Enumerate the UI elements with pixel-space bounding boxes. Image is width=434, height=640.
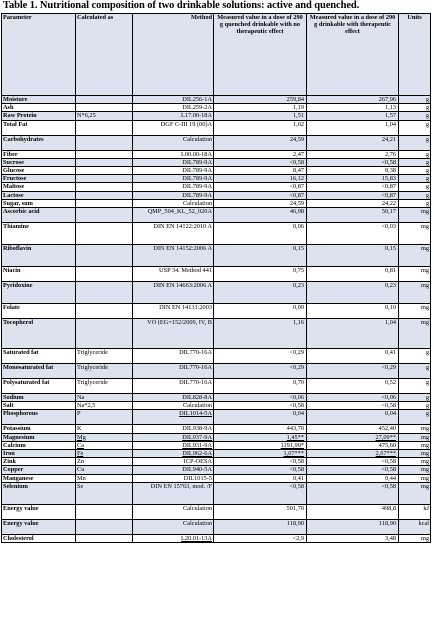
cell-value-effect: 475,60 xyxy=(307,441,399,449)
cell-unit: kcal xyxy=(399,519,431,534)
cell-value-no-effect: 501,70 xyxy=(214,504,307,519)
cell-value-no-effect: <0,58 xyxy=(214,402,307,410)
cell-method: DIL828-8A xyxy=(133,394,214,402)
cell-unit: g xyxy=(399,104,431,112)
cell-method: DIL1014-5A xyxy=(133,410,214,425)
table-row xyxy=(2,120,431,135)
header-parameter: Parameter xyxy=(2,14,76,96)
cell-value-no-effect: 8,47 xyxy=(214,167,307,175)
cell-unit: g xyxy=(399,199,431,207)
cell-value-effect: 1,04 xyxy=(307,120,399,135)
cell-calculated-as xyxy=(76,150,133,158)
cell-value-no-effect: 1,45** xyxy=(214,433,307,441)
cell-parameter: Maltose xyxy=(2,183,76,191)
cell-value-no-effect: 1191,90* xyxy=(214,441,307,449)
cell-value-no-effect: 46,98 xyxy=(214,208,307,223)
cell-calculated-as xyxy=(76,504,133,519)
cell-parameter: Ascorbic acid xyxy=(2,208,76,223)
cell-parameter: Pyridoxine xyxy=(2,282,76,304)
cell-value-no-effect: 0,75 xyxy=(214,267,307,282)
cell-method: DIN EN 14663:2006 A xyxy=(133,282,214,304)
cell-value-effect: <0,29 xyxy=(307,364,399,379)
cell-value-no-effect: 0,23 xyxy=(214,282,307,304)
cell-parameter: Cholesterol xyxy=(2,534,76,542)
table-row xyxy=(2,402,431,410)
cell-value-no-effect: 0,15 xyxy=(214,245,307,267)
cell-parameter: Manganese xyxy=(2,474,76,482)
cell-value-no-effect: 16,12 xyxy=(214,175,307,183)
cell-value-no-effect: 1,51 xyxy=(214,112,307,120)
cell-value-no-effect: 24,59 xyxy=(214,199,307,207)
cell-method: DIL937-9A xyxy=(133,433,214,441)
cell-unit: g xyxy=(399,364,431,379)
cell-parameter: Thiamine xyxy=(2,223,76,245)
cell-method: Calculation xyxy=(133,199,214,207)
cell-calculated-as: Triglyceride xyxy=(76,379,133,394)
cell-unit: mg xyxy=(399,433,431,441)
table-row xyxy=(2,379,431,394)
cell-value-no-effect: 1,02 xyxy=(214,120,307,135)
table-row xyxy=(2,245,431,267)
cell-parameter: Magnesium xyxy=(2,433,76,441)
table-row xyxy=(2,482,431,504)
cell-method: L00.00-18A xyxy=(133,150,214,158)
cell-method: DIL1015-5 xyxy=(133,474,214,482)
cell-method: DIL770-16A xyxy=(133,379,214,394)
nutrition-table xyxy=(1,13,431,543)
cell-parameter: Energy value xyxy=(2,519,76,534)
table-row xyxy=(2,191,431,199)
cell-value-no-effect: <2,9 xyxy=(214,534,307,542)
cell-parameter: Energy value xyxy=(2,504,76,519)
table-row xyxy=(2,410,431,425)
cell-method: Calculation xyxy=(133,402,214,410)
cell-value-no-effect: 443,70 xyxy=(214,425,307,433)
table-row xyxy=(2,319,431,349)
cell-calculated-as xyxy=(76,183,133,191)
cell-value-effect: 0,23 xyxy=(307,282,399,304)
cell-value-effect: 0,04 xyxy=(307,410,399,425)
cell-value-effect: 0,41 xyxy=(307,349,399,364)
cell-unit: g xyxy=(399,150,431,158)
cell-parameter: Fiber xyxy=(2,150,76,158)
table-row xyxy=(2,104,431,112)
cell-unit: g xyxy=(399,96,431,104)
table-row xyxy=(2,304,431,319)
cell-unit: mg xyxy=(399,441,431,449)
cell-value-no-effect: 0,41 xyxy=(214,474,307,482)
cell-unit: mg xyxy=(399,319,431,349)
cell-method: Calculation xyxy=(133,504,214,519)
table-row xyxy=(2,267,431,282)
cell-value-effect: 1,57 xyxy=(307,112,399,120)
cell-value-effect: <0,58 xyxy=(307,402,399,410)
cell-unit: g xyxy=(399,410,431,425)
cell-method: DIL789-9A xyxy=(133,158,214,166)
cell-value-no-effect: <0,58 xyxy=(214,458,307,466)
cell-unit: g xyxy=(399,167,431,175)
cell-value-no-effect: 0,04 xyxy=(214,410,307,425)
cell-value-effect: 24,22 xyxy=(307,199,399,207)
cell-value-effect: 3,48 xyxy=(307,534,399,542)
cell-parameter: Niacin xyxy=(2,267,76,282)
cell-parameter: Ash xyxy=(2,104,76,112)
table-row xyxy=(2,282,431,304)
cell-parameter: Total Fat xyxy=(2,120,76,135)
cell-parameter: Fructose xyxy=(2,175,76,183)
table-row xyxy=(2,504,431,519)
cell-method: DIL962-6A xyxy=(133,450,214,458)
cell-calculated-as xyxy=(76,167,133,175)
cell-calculated-as xyxy=(76,199,133,207)
table-row xyxy=(2,466,431,474)
cell-unit: mg xyxy=(399,534,431,542)
cell-unit: g xyxy=(399,175,431,183)
cell-value-effect: 27,09** xyxy=(307,433,399,441)
cell-method: DIL789-9A xyxy=(133,175,214,183)
cell-unit: g xyxy=(399,112,431,120)
cell-calculated-as xyxy=(76,282,133,304)
table-row xyxy=(2,394,431,402)
cell-value-no-effect: 118,90 xyxy=(214,519,307,534)
cell-parameter: Folate xyxy=(2,304,76,319)
cell-parameter: Glucose xyxy=(2,167,76,175)
cell-calculated-as: Triglyceride xyxy=(76,349,133,364)
cell-unit: mg xyxy=(399,458,431,466)
cell-value-no-effect: <0,87 xyxy=(214,191,307,199)
cell-method: DIL770-16A xyxy=(133,349,214,364)
cell-unit: g xyxy=(399,158,431,166)
table-row xyxy=(2,175,431,183)
cell-parameter: Copper xyxy=(2,466,76,474)
cell-value-effect: 8,38 xyxy=(307,167,399,175)
header-units: Units xyxy=(399,14,431,96)
cell-value-effect: 452,40 xyxy=(307,425,399,433)
cell-calculated-as: Cu xyxy=(76,466,133,474)
cell-parameter: Polysaturated fat xyxy=(2,379,76,394)
cell-value-effect: 1,04 xyxy=(307,319,399,349)
cell-calculated-as: K xyxy=(76,425,133,433)
table-row xyxy=(2,208,431,223)
cell-calculated-as xyxy=(76,223,133,245)
header-value-no-effect: Measured value in a dose of 290 g quenched drinkable with no therapeutic effect xyxy=(214,14,307,96)
cell-unit: mg xyxy=(399,245,431,267)
table-row xyxy=(2,433,431,441)
cell-calculated-as xyxy=(76,158,133,166)
cell-unit: g xyxy=(399,394,431,402)
table-row xyxy=(2,441,431,449)
cell-value-effect: 0,81 xyxy=(307,267,399,282)
cell-method: DIL789-9A xyxy=(133,183,214,191)
cell-unit: mg xyxy=(399,267,431,282)
cell-parameter: Selenium xyxy=(2,482,76,504)
cell-unit: mg xyxy=(399,208,431,223)
cell-calculated-as: Mg xyxy=(76,433,133,441)
table-header-row xyxy=(2,14,431,96)
table-row xyxy=(2,112,431,120)
cell-calculated-as xyxy=(76,519,133,534)
cell-method: DIN EN 14131:2003 xyxy=(133,304,214,319)
cell-method: DGF C-III 19 (00)A xyxy=(133,120,214,135)
cell-method: DIN EN 14122:2010 A xyxy=(133,223,214,245)
cell-value-no-effect: 24,59 xyxy=(214,135,307,150)
cell-value-effect: 118,90 xyxy=(307,519,399,534)
cell-calculated-as xyxy=(76,534,133,542)
table-caption: Table 1. Nutritional composition of two drinkable solutions: active and quenched. xyxy=(3,0,360,11)
cell-method: DIL789-9A xyxy=(133,167,214,175)
table-row xyxy=(2,474,431,482)
cell-value-effect: <0,58 xyxy=(307,158,399,166)
cell-method: DIL256-1A xyxy=(133,96,214,104)
cell-method: USP 34. Method 441 xyxy=(133,267,214,282)
cell-calculated-as xyxy=(76,175,133,183)
cell-value-no-effect: <0,29 xyxy=(214,364,307,379)
cell-value-effect: <0,58 xyxy=(307,482,399,504)
cell-calculated-as xyxy=(76,135,133,150)
cell-method: DIL938-9A xyxy=(133,425,214,433)
cell-value-effect: 1,13 xyxy=(307,104,399,112)
cell-value-no-effect: 1,19 xyxy=(214,104,307,112)
cell-method: DIL931-9A xyxy=(133,441,214,449)
cell-value-effect: 2,67*** xyxy=(307,450,399,458)
cell-method: ICP-OESA xyxy=(133,458,214,466)
cell-unit: mg xyxy=(399,482,431,504)
cell-value-effect: 0,44 xyxy=(307,474,399,482)
cell-parameter: Sodium xyxy=(2,394,76,402)
cell-calculated-as: P xyxy=(76,410,133,425)
table-row xyxy=(2,425,431,433)
cell-method: VO (EG=152/2009, IV, B xyxy=(133,319,214,349)
cell-unit: g xyxy=(399,191,431,199)
cell-parameter: Iron xyxy=(2,450,76,458)
cell-unit: g xyxy=(399,349,431,364)
cell-value-no-effect: 0,70 xyxy=(214,379,307,394)
table-row xyxy=(2,199,431,207)
cell-parameter: Zink xyxy=(2,458,76,466)
cell-unit: mg xyxy=(399,304,431,319)
cell-value-no-effect: 1,07*** xyxy=(214,450,307,458)
table-row xyxy=(2,167,431,175)
table-row xyxy=(2,450,431,458)
cell-unit: kJ xyxy=(399,504,431,519)
cell-method: L17.00-18A xyxy=(133,112,214,120)
table-row xyxy=(2,135,431,150)
cell-calculated-as xyxy=(76,191,133,199)
cell-value-effect: 498,8 xyxy=(307,504,399,519)
cell-method: L20.01-13A xyxy=(133,534,214,542)
cell-calculated-as xyxy=(76,208,133,223)
cell-value-effect: 15,83 xyxy=(307,175,399,183)
cell-calculated-as: Mn xyxy=(76,474,133,482)
cell-method: DIL940-5A xyxy=(133,466,214,474)
cell-value-no-effect: 259,84 xyxy=(214,96,307,104)
cell-value-effect: <0,58 xyxy=(307,466,399,474)
cell-unit: mg xyxy=(399,450,431,458)
cell-parameter: Salt xyxy=(2,402,76,410)
cell-parameter: Riboflavin xyxy=(2,245,76,267)
cell-calculated-as: Na*2,5 xyxy=(76,402,133,410)
cell-value-no-effect: <0,58 xyxy=(214,158,307,166)
cell-value-no-effect: <0,58 xyxy=(214,466,307,474)
cell-value-no-effect: 1,16 xyxy=(214,319,307,349)
cell-method: DIL259-2A xyxy=(133,104,214,112)
cell-parameter: Tocopherol xyxy=(2,319,76,349)
cell-parameter: Sucrose xyxy=(2,158,76,166)
cell-value-effect: <0,87 xyxy=(307,191,399,199)
cell-method: QMP_504_KL_52_020A xyxy=(133,208,214,223)
cell-method: DIN EN 15763, mod. /F xyxy=(133,482,214,504)
cell-value-effect: 0,52 xyxy=(307,379,399,394)
cell-parameter: Raw Protein xyxy=(2,112,76,120)
cell-unit: mg xyxy=(399,425,431,433)
cell-value-effect: <0,03 xyxy=(307,223,399,245)
cell-parameter: Monosaturated fat xyxy=(2,364,76,379)
cell-calculated-as xyxy=(76,120,133,135)
cell-value-effect: <0,06 xyxy=(307,394,399,402)
cell-method: Calculation xyxy=(133,135,214,150)
cell-calculated-as: Zn xyxy=(76,458,133,466)
cell-value-effect: 0,10 xyxy=(307,304,399,319)
cell-value-effect: 2,76 xyxy=(307,150,399,158)
cell-unit: g xyxy=(399,120,431,135)
cell-unit: mg xyxy=(399,282,431,304)
cell-parameter: Potassium xyxy=(2,425,76,433)
cell-calculated-as: Ca xyxy=(76,441,133,449)
cell-method: Calculation xyxy=(133,519,214,534)
cell-calculated-as: Triglyceride xyxy=(76,364,133,379)
cell-calculated-as xyxy=(76,245,133,267)
table-row xyxy=(2,458,431,466)
cell-parameter: Lactose xyxy=(2,191,76,199)
cell-calculated-as xyxy=(76,319,133,349)
cell-unit: g xyxy=(399,379,431,394)
header-method: Method xyxy=(133,14,214,96)
cell-value-effect: 0,15 xyxy=(307,245,399,267)
cell-calculated-as xyxy=(76,104,133,112)
cell-calculated-as xyxy=(76,96,133,104)
cell-value-effect: 267,96 xyxy=(307,96,399,104)
cell-unit: mg xyxy=(399,474,431,482)
cell-value-effect: <0,58 xyxy=(307,458,399,466)
cell-calculated-as: N*6,25 xyxy=(76,112,133,120)
cell-method: DIL770-16A xyxy=(133,364,214,379)
table-row xyxy=(2,534,431,542)
table-row xyxy=(2,150,431,158)
table-row xyxy=(2,158,431,166)
cell-method: DIL789-9A xyxy=(133,191,214,199)
cell-value-no-effect: 0,06 xyxy=(214,223,307,245)
cell-calculated-as: Na xyxy=(76,394,133,402)
cell-parameter: Phosphorous xyxy=(2,410,76,425)
table-row xyxy=(2,96,431,104)
cell-parameter: Moisture xyxy=(2,96,76,104)
table-row xyxy=(2,364,431,379)
cell-parameter: Calcium xyxy=(2,441,76,449)
table-row xyxy=(2,349,431,364)
cell-unit: g xyxy=(399,183,431,191)
cell-parameter: Sugar, sum xyxy=(2,199,76,207)
cell-value-effect: 24,21 xyxy=(307,135,399,150)
cell-parameter: Carbohydrates xyxy=(2,135,76,150)
cell-value-no-effect: <0,87 xyxy=(214,183,307,191)
table-row xyxy=(2,183,431,191)
cell-parameter: Saturated fat xyxy=(2,349,76,364)
cell-calculated-as xyxy=(76,267,133,282)
cell-calculated-as: Fe xyxy=(76,450,133,458)
cell-calculated-as: Se xyxy=(76,482,133,504)
cell-unit: mg xyxy=(399,223,431,245)
table-row xyxy=(2,519,431,534)
cell-value-no-effect: 2,47 xyxy=(214,150,307,158)
cell-unit: g xyxy=(399,135,431,150)
cell-unit: mg xyxy=(399,466,431,474)
cell-value-no-effect: <0,58 xyxy=(214,482,307,504)
cell-calculated-as xyxy=(76,304,133,319)
cell-method: DIN EN 14152:2006 A xyxy=(133,245,214,267)
table-row xyxy=(2,223,431,245)
header-value-effect: Measured value in a dose of 290 g drinkable with therapeutic effect xyxy=(307,14,399,96)
cell-value-no-effect: <0,06 xyxy=(214,394,307,402)
header-calculated-as: Calculated as xyxy=(76,14,133,96)
cell-value-effect: 50,17 xyxy=(307,208,399,223)
cell-value-no-effect: 0,09 xyxy=(214,304,307,319)
cell-value-effect: <0,87 xyxy=(307,183,399,191)
cell-value-no-effect: <0,29 xyxy=(214,349,307,364)
cell-unit: g xyxy=(399,402,431,410)
